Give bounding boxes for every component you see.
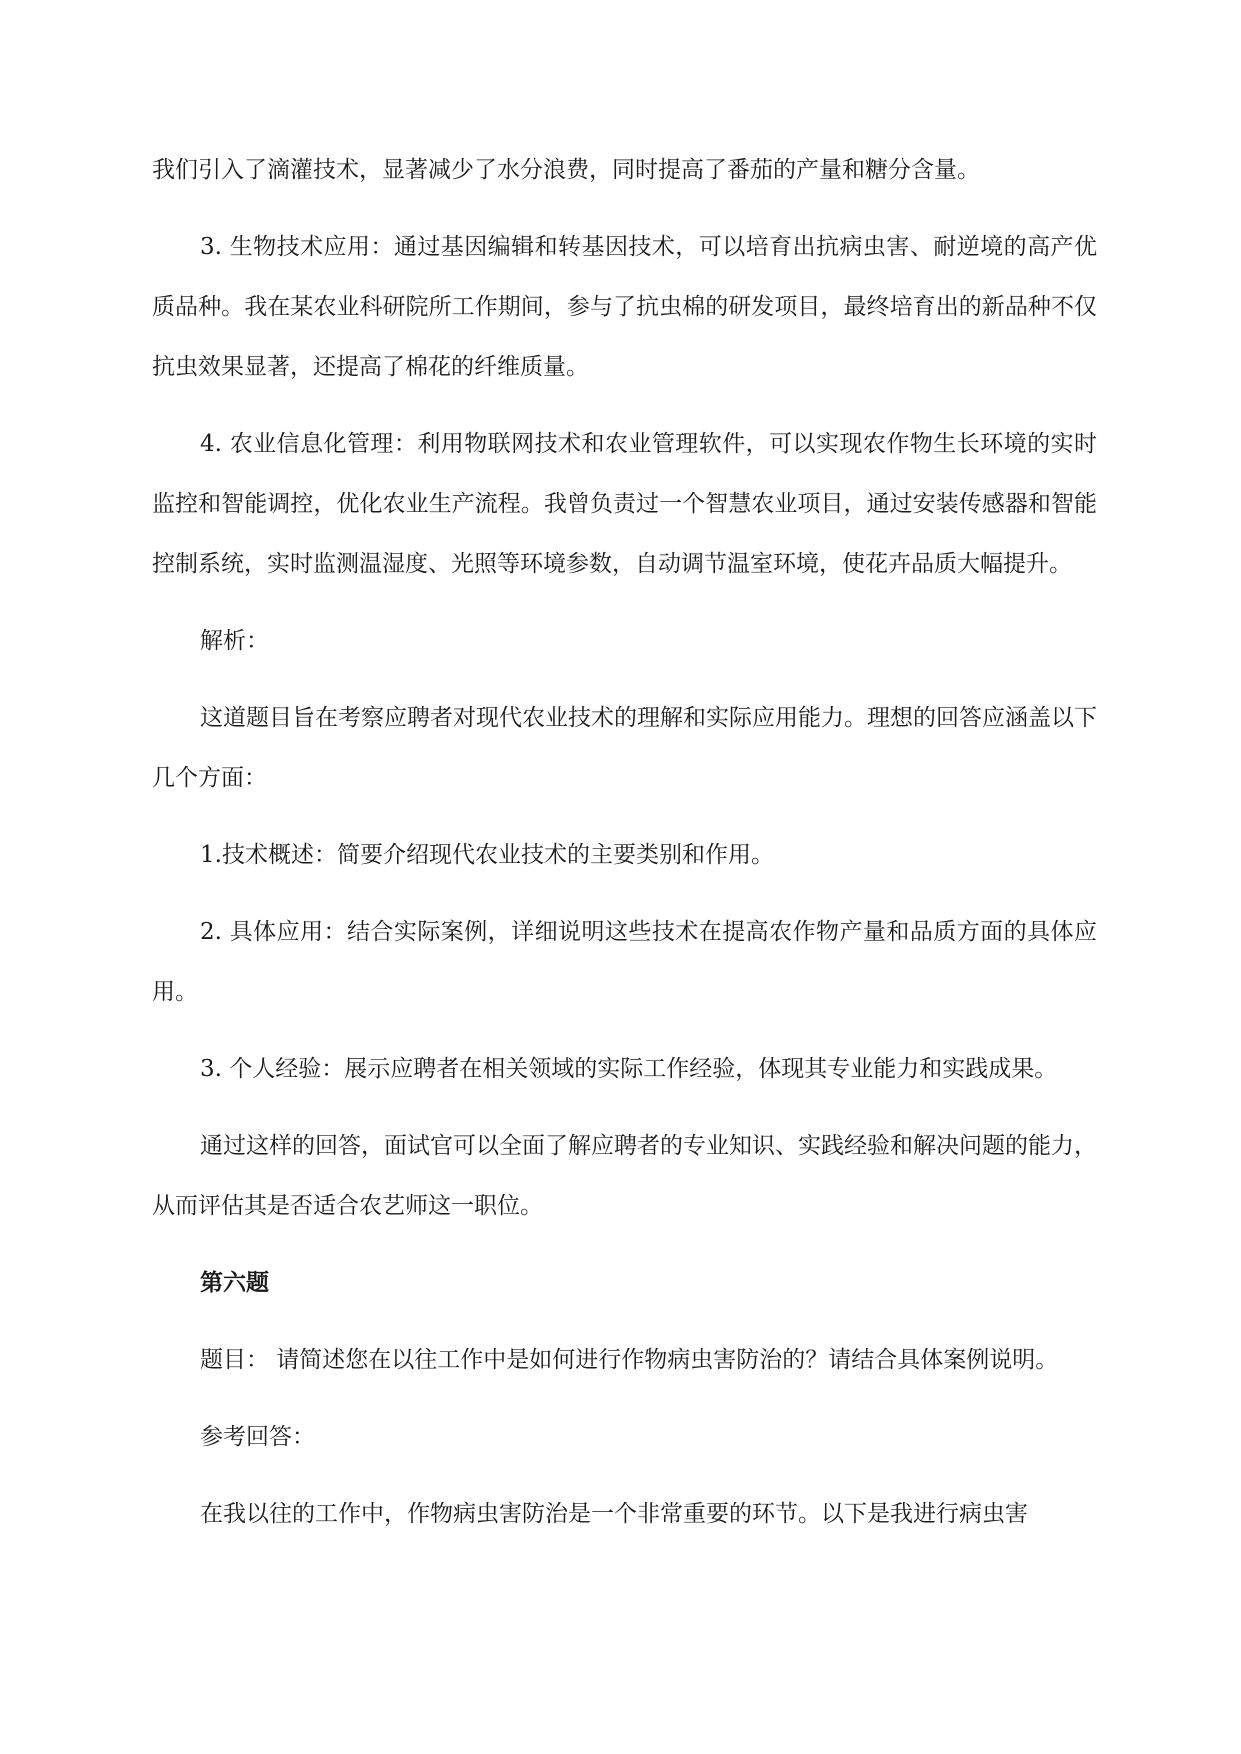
analysis-label: 解析： (200, 628, 269, 654)
paragraph-conclusion: 通过这样的回答，面试官可以全面了解应聘者的专业知识、实践经验和解决问题的能力，从而评估其是否适合农艺师这一职位。 (152, 1133, 1097, 1219)
paragraph-question: 题目： 请简述您在以往工作中是如何进行作物病虫害防治的？请结合具体案例说明。 (200, 1347, 1059, 1373)
paragraph-drip-irrigation: 我们引入了滴灌技术，显著减少了水分浪费，同时提高了番茄的产量和糖分含量。 (152, 157, 980, 183)
section-heading-question-6: 第六题 (200, 1269, 269, 1296)
reference-answer-label: 参考回答： (200, 1424, 315, 1450)
paragraph-biotech: 3. 生物技术应用：通过基因编辑和转基因技术，可以培育出抗病虫害、耐逆境的高产优质品种。我在某农业科研院所工作期间，参与了抗虫棉的研发项目，最终培育出的新品种不仅抗虫效果显著，还提高了棉花的纤维质量。 (152, 234, 1097, 380)
paragraph-point-2: 2. 具体应用：结合实际案例，详细说明这些技术在提高农作物产量和品质方面的具体应用。 (152, 919, 1097, 1005)
paragraph-analysis-intro: 这道题目旨在考察应聘者对现代农业技术的理解和实际应用能力。理想的回答应涵盖以下几个方面： (152, 705, 1097, 791)
document-page (152, 140, 1097, 1561)
paragraph-info-management: 4. 农业信息化管理：利用物联网技术和农业管理软件，可以实现农作物生长环境的实时监控和智能调控，优化农业生产流程。我曾负责过一个智慧农业项目，通过安装传感器和智能控制系统，实时监测温湿度、光照等环境参数，自动调节温室环境，使花卉品质大幅提升。 (152, 431, 1097, 577)
paragraph-point-1: 1.技术概述：简要介绍现代农业技术的主要类别和作用。 (200, 842, 774, 868)
paragraph-answer-start: 在我以往的工作中，作物病虫害防治是一个非常重要的环节。以下是我进行病虫害 (200, 1501, 1028, 1527)
paragraph-point-3: 3. 个人经验：展示应聘者在相关领域的实际工作经验，体现其专业能力和实践成果。 (200, 1056, 1058, 1082)
